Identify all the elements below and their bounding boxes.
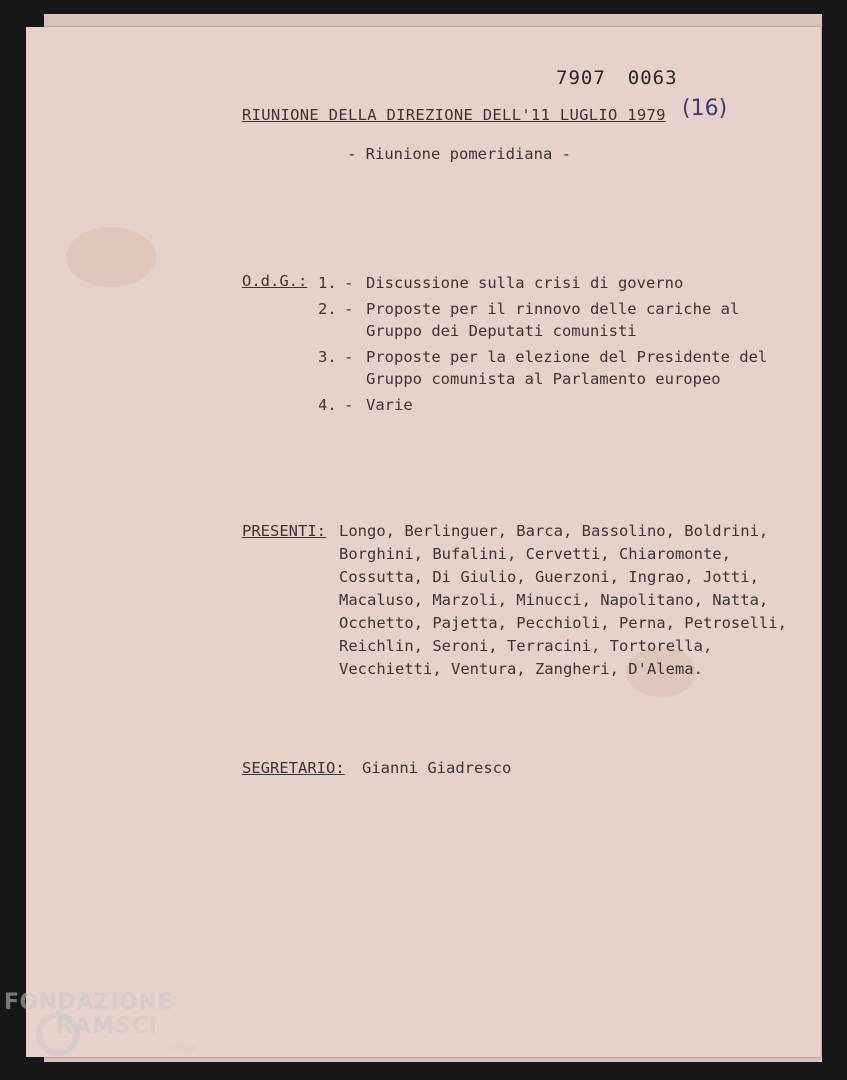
agenda-item-number: 4. bbox=[318, 396, 337, 414]
document-title: RIUNIONE DELLA DIREZIONE DELL'11 LUGLIO 1979 bbox=[242, 106, 666, 124]
watermark-line2: RAMSCI bbox=[56, 1014, 159, 1039]
secretary-label: SEGRETARIO: bbox=[242, 759, 345, 777]
agenda-label-text: O.d.G.: bbox=[242, 272, 308, 290]
paper-stain bbox=[66, 227, 156, 287]
archive-number-part1: 7907 bbox=[556, 67, 606, 89]
secretary-name: Gianni Giadresco bbox=[362, 759, 512, 777]
attendees-list: Longo, Berlinguer, Barca, Bassolino, Boldrini, Borghini, Bufalini, Cervetti, Chiaromonte, Cossutta, Di Giulio, Guerzoni, Ingrao, Jotti, Macaluso, Marzoli, Minucci, Napolitano, Natta, Occhetto, Pajetta, Pecchioli, Perna, Petroselli, Reichlin, Seroni, Terracini, Tortorella, Vecchietti, Ventura, Zangheri, D'Alema. bbox=[339, 522, 787, 678]
agenda-item bbox=[318, 346, 788, 390]
agenda-item-dash: - bbox=[344, 348, 354, 366]
agenda-label bbox=[242, 272, 307, 290]
agenda-list bbox=[318, 272, 788, 420]
watermark-line1: FONDAZIONE bbox=[4, 990, 173, 1015]
archive-number-part2: 0063 bbox=[627, 67, 678, 89]
agenda-item-number: 2. bbox=[318, 300, 337, 318]
agenda-item-text: Varie bbox=[366, 396, 413, 414]
agenda-item-text: Proposte per la elezione del Presidente del Gruppo comunista al Parlamento europeo bbox=[366, 348, 768, 388]
attendees-label: PRESENTI: bbox=[242, 522, 326, 540]
document-page bbox=[26, 27, 821, 1057]
agenda-item-text: Discussione sulla crisi di governo bbox=[366, 274, 684, 292]
handwritten-page-number: (16) bbox=[682, 96, 728, 121]
agenda-item bbox=[318, 272, 788, 294]
document-subtitle: - Riunione pomeridiana - bbox=[347, 145, 571, 163]
watermark-line3: onlus bbox=[170, 1043, 197, 1054]
agenda-item-number: 1. bbox=[318, 274, 337, 292]
archive-number bbox=[556, 67, 700, 89]
agenda-item-number: 3. bbox=[318, 348, 337, 366]
agenda-item-dash: - bbox=[344, 300, 354, 318]
agenda-item bbox=[318, 298, 788, 342]
agenda-item-dash: - bbox=[344, 396, 354, 414]
agenda-item-text: Proposte per il rinnovo delle cariche al Gruppo dei Deputati comunisti bbox=[366, 300, 740, 340]
agenda-item bbox=[318, 394, 788, 416]
agenda-item-dash: - bbox=[344, 274, 354, 292]
fondazione-gramsci-watermark bbox=[4, 990, 214, 1070]
